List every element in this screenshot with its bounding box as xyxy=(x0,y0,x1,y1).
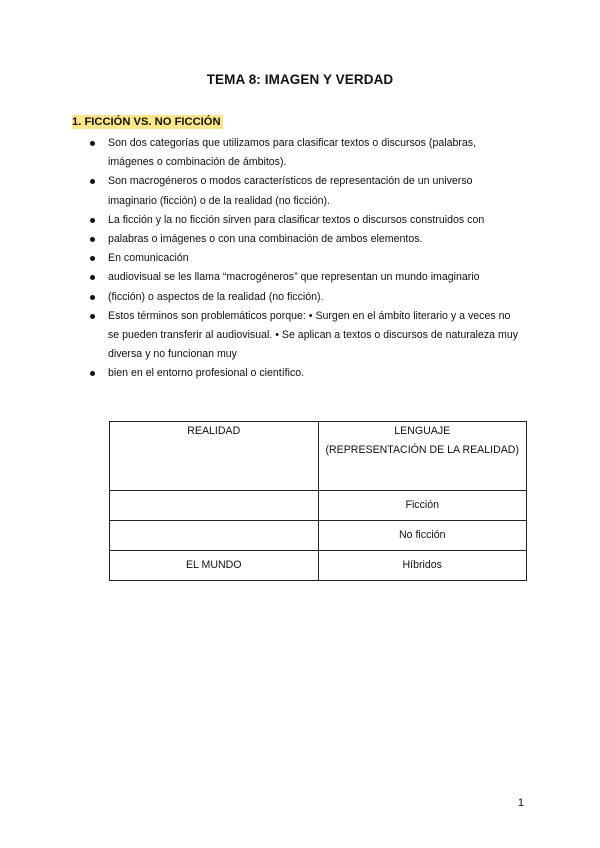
section-heading: 1. FICCIÓN VS. NO FICCIÓN xyxy=(72,116,221,128)
bullet-icon xyxy=(90,179,95,184)
table-cell: EL MUNDO xyxy=(110,551,319,581)
bullet-icon xyxy=(90,256,95,261)
list-item: (ficción) o aspectos de la realidad (no ficción). xyxy=(90,288,520,307)
table-row xyxy=(110,491,527,521)
table-row xyxy=(110,551,527,581)
list-item: Son dos categorías que utilizamos para clasificar textos o discursos (palabras, imágenes o combinación de ámbitos). xyxy=(90,134,520,172)
list-item: bien en el entorno profesional o científico. xyxy=(90,364,520,383)
table-row xyxy=(110,521,527,551)
bullet-icon xyxy=(90,275,95,280)
bullet-icon xyxy=(90,295,95,300)
comparison-table xyxy=(109,421,527,581)
table-cell: Híbridos xyxy=(318,551,527,581)
table-cell xyxy=(110,491,319,521)
page-number: 1 xyxy=(517,797,524,809)
bullet-icon xyxy=(90,237,95,242)
list-item: audiovisual se les llama “macrogéneros” que representan un mundo imaginario xyxy=(90,268,520,287)
list-item: Estos términos son problemáticos porque: • Surgen en el ámbito literario y a veces no se pueden transferir al audiovisual. • Se aplican a textos o discursos de naturaleza muy diversa y no funcionan muy xyxy=(90,307,520,365)
list-item: La ficción y la no ficción sirven para clasificar textos o discursos construidos con xyxy=(90,211,520,230)
bullet-icon xyxy=(90,371,95,376)
page-title: TEMA 8: IMAGEN Y VERDAD xyxy=(206,72,394,87)
bullet-icon xyxy=(90,314,95,319)
bullet-list xyxy=(90,134,520,384)
table-cell xyxy=(110,521,319,551)
table-cell: No ficción xyxy=(318,521,527,551)
table-header-cell: REALIDAD xyxy=(110,422,319,491)
bullet-icon xyxy=(90,218,95,223)
bullet-icon xyxy=(90,141,95,146)
table-header-cell: LENGUAJE (REPRESENTACIÓN DE LA REALIDAD) xyxy=(318,422,527,491)
list-item: En comunicación xyxy=(90,249,520,268)
list-item: palabras o imágenes o con una combinación de ambos elementos. xyxy=(90,230,520,249)
table-header-row xyxy=(110,422,527,491)
table-cell: Ficción xyxy=(318,491,527,521)
list-item: Son macrogéneros o modos característicos de representación de un universo imaginario (ficción) o de la realidad (no ficción). xyxy=(90,172,520,210)
